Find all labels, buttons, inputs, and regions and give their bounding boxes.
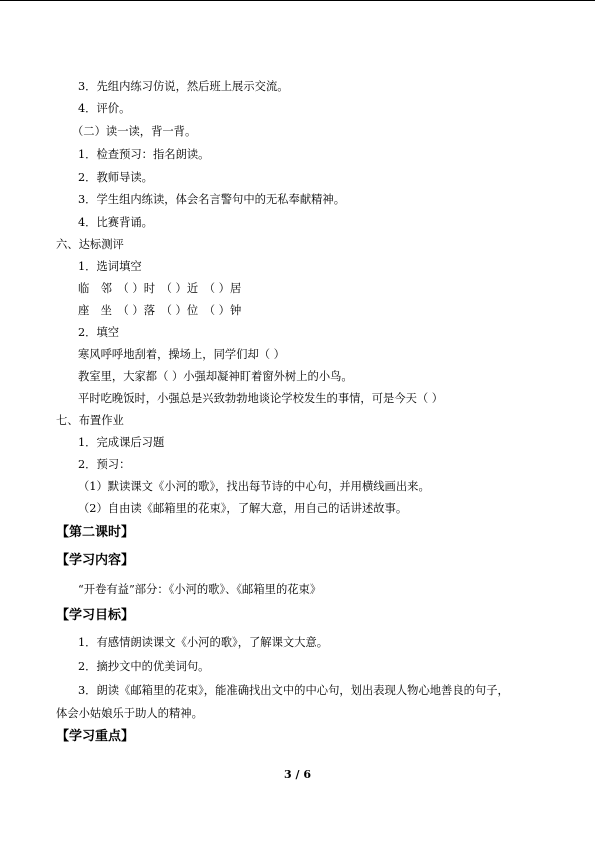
text-line: 1．完成课后习题	[78, 436, 165, 449]
goal-line: 1．有感情朗读课文《小河的歌》，了解课文大意。	[78, 636, 329, 649]
header-rule	[0, 0, 595, 1]
section-heading: 六、达标测评	[56, 238, 124, 251]
text-line: （二）读一读，背一背。	[72, 125, 197, 138]
heading-lesson2: 【第二课时】	[56, 525, 135, 540]
heading-key: 【学习重点】	[56, 729, 135, 744]
heading-content: 【学习内容】	[56, 553, 135, 568]
goal-line: 3．朗读《邮箱里的花束》，能准确找出文中的中心句，划出表现人物心地善良的句子，	[78, 684, 509, 697]
text-line: 座 坐 （ ）落 （ ）位 （ ）钟	[78, 304, 242, 317]
text-line: 2．预习：	[78, 458, 131, 471]
heading-goals: 【学习目标】	[56, 608, 135, 623]
text-line: 1．选词填空	[78, 260, 142, 273]
goal-line: 2．摘抄文中的优美词句。	[78, 660, 210, 673]
text-line: 4．比赛背诵。	[78, 216, 153, 229]
text-line: 4．评价。	[78, 102, 131, 115]
text-line: 平时吃晚饭时，小强总是兴致勃勃地谈论学校发生的事情，可是今天（ ）	[78, 392, 444, 405]
text-line: 3．先组内练习仿说，然后班上展示交流。	[78, 80, 289, 93]
section-heading: 七、布置作业	[56, 414, 124, 427]
text-line: （2）自由读《邮箱里的花束》，了解大意，用自己的话讲述故事。	[78, 502, 408, 515]
text-line: 3．学生组内练读，体会名言警句中的无私奉献精神。	[78, 193, 346, 206]
text-line: 2．填空	[78, 326, 120, 339]
text-line: 教室里，大家都（ ）小强却凝神盯着窗外树上的小鸟。	[78, 370, 353, 383]
text-line: 寒风呼呼地刮着，操场上，同学们却（ ）	[78, 348, 285, 361]
text-line: 1．检查预习：指名朗读。	[78, 148, 210, 161]
content-line: “开卷有益”部分：《小河的歌》、《邮箱里的花束》	[78, 583, 322, 596]
text-line: 临 邻 （ ）时 （ ）近 （ ）居	[78, 282, 242, 295]
text-line: 2．教师导读。	[78, 171, 153, 184]
page-number: 3 / 6	[284, 768, 311, 781]
goal-line: 体会小姑娘乐于助人的精神。	[56, 707, 203, 720]
text-line: （1）默读课文《小河的歌》，找出每节诗的中心句，并用横线画出来。	[78, 480, 430, 493]
